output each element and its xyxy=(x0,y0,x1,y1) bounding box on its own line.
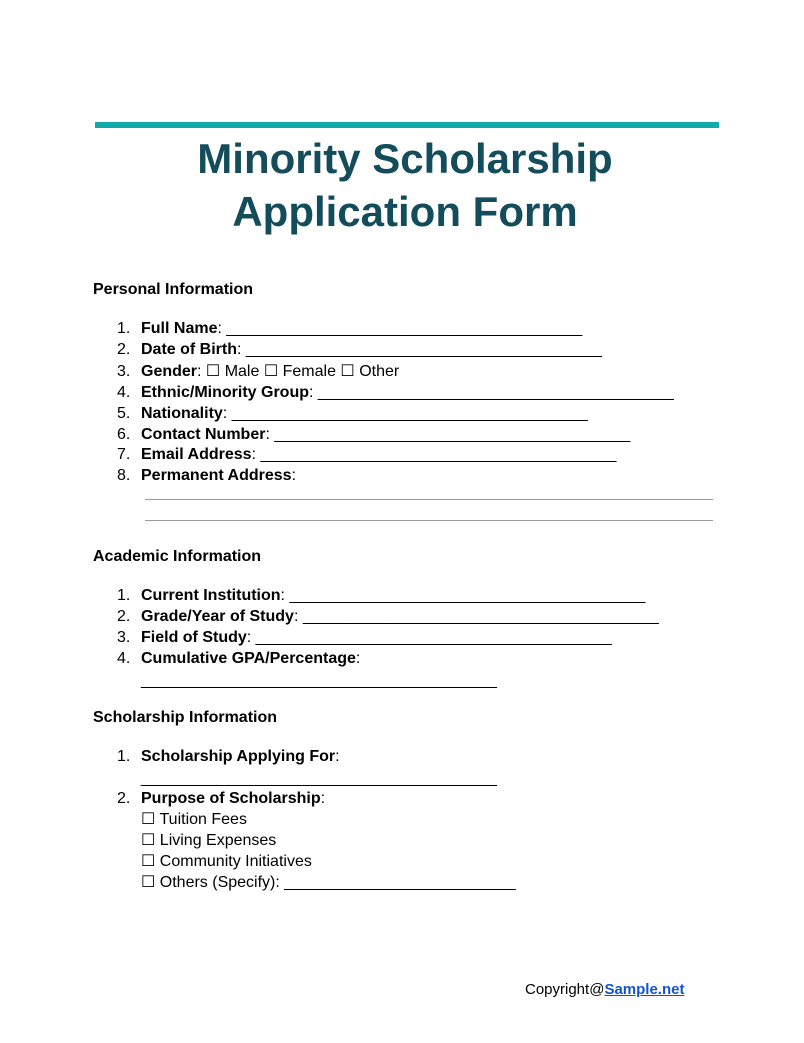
grade-year-blank[interactable]: ________________________________________ xyxy=(302,608,659,625)
grade-year-item xyxy=(117,606,659,627)
separator: : xyxy=(237,341,246,358)
separator: : xyxy=(355,650,361,667)
current-institution-label: Current Institution xyxy=(141,587,281,604)
nationality-blank[interactable]: ________________________________________ xyxy=(231,405,588,422)
page-title-line-2: Application Form xyxy=(232,188,578,235)
separator: : xyxy=(251,446,261,463)
copyright-prefix: Copyright@ xyxy=(525,981,605,998)
ethnic-group-item xyxy=(117,382,674,403)
sample-net-link[interactable]: Sample.net xyxy=(604,981,685,998)
item-number: 2. xyxy=(117,790,131,807)
gender-options[interactable]: ☐ Male ☐ Female ☐ Other xyxy=(205,363,400,380)
purpose-others-blank[interactable]: __________________________ xyxy=(284,874,516,891)
gender-item xyxy=(117,361,399,382)
item-number: 1. xyxy=(117,748,131,765)
page-title-line-1: Minority Scholarship xyxy=(197,135,613,182)
purpose-community-checkbox[interactable]: ☐ Community Initiatives xyxy=(141,853,312,870)
email-address-item xyxy=(117,444,616,465)
ethnic-group-blank[interactable]: ________________________________________ xyxy=(317,384,674,401)
separator: : xyxy=(280,587,290,604)
scholarship-applying-item xyxy=(117,746,340,767)
title-accent-bar xyxy=(95,122,719,128)
item-number: 1. xyxy=(117,587,131,604)
purpose-item xyxy=(117,788,325,809)
separator: : xyxy=(293,608,303,625)
gpa-label: Cumulative GPA/Percentage xyxy=(141,650,356,667)
item-number: 5. xyxy=(117,405,131,422)
academic-info-heading: Academic Information xyxy=(93,548,262,565)
field-of-study-label: Field of Study xyxy=(141,629,247,646)
current-institution-blank[interactable]: ________________________________________ xyxy=(289,587,646,604)
permanent-address-item xyxy=(117,465,296,486)
contact-number-item xyxy=(117,424,630,445)
nationality-label: Nationality xyxy=(141,405,223,422)
address-line-1[interactable] xyxy=(145,499,713,500)
personal-info-heading: Personal Information xyxy=(93,281,254,298)
item-number: 4. xyxy=(117,384,131,401)
item-number: 3. xyxy=(117,363,131,380)
gender-label: Gender xyxy=(141,363,198,380)
separator: : xyxy=(222,405,232,422)
gpa-blank[interactable]: ________________________________________ xyxy=(141,672,497,689)
separator: : xyxy=(217,320,227,337)
contact-number-blank[interactable]: ________________________________________ xyxy=(274,426,631,443)
page-title xyxy=(95,132,715,238)
separator: : xyxy=(335,748,340,765)
separator: : xyxy=(265,426,275,443)
separator: : xyxy=(320,790,326,807)
item-number: 4. xyxy=(117,650,131,667)
copyright-footer xyxy=(525,981,684,998)
item-number: 2. xyxy=(117,341,131,358)
purpose-others-item xyxy=(141,872,516,893)
gpa-item xyxy=(117,648,360,669)
purpose-others-checkbox[interactable]: ☐ Others (Specify): xyxy=(141,874,285,891)
email-address-label: Email Address xyxy=(141,446,252,463)
ethnic-group-label: Ethnic/Minority Group xyxy=(141,384,309,401)
grade-year-label: Grade/Year of Study xyxy=(141,608,294,625)
separator: : xyxy=(291,467,297,484)
contact-number-label: Contact Number xyxy=(141,426,266,443)
date-of-birth-label: Date of Birth xyxy=(141,341,237,358)
full-name-label: Full Name xyxy=(141,320,218,337)
separator: : xyxy=(246,629,256,646)
nationality-item xyxy=(117,403,588,424)
field-of-study-item xyxy=(117,627,612,648)
item-number: 6. xyxy=(117,426,131,443)
item-number: 8. xyxy=(117,467,131,484)
purpose-living-checkbox[interactable]: ☐ Living Expenses xyxy=(141,832,277,849)
date-of-birth-blank[interactable]: ________________________________________ xyxy=(245,341,602,358)
scholarship-applying-blank[interactable]: ________________________________________ xyxy=(141,770,497,787)
full-name-blank[interactable]: ________________________________________ xyxy=(226,320,583,337)
email-address-blank[interactable]: ________________________________________ xyxy=(260,446,617,463)
purpose-label: Purpose of Scholarship xyxy=(141,790,321,807)
scholarship-applying-label: Scholarship Applying For xyxy=(141,748,336,765)
full-name-item xyxy=(117,318,582,339)
item-number: 1. xyxy=(117,320,131,337)
item-number: 3. xyxy=(117,629,131,646)
address-line-2[interactable] xyxy=(145,520,713,521)
date-of-birth-item xyxy=(117,339,602,360)
permanent-address-label: Permanent Address xyxy=(141,467,292,484)
scholarship-info-heading: Scholarship Information xyxy=(93,709,278,726)
purpose-tuition-checkbox[interactable]: ☐ Tuition Fees xyxy=(141,811,247,828)
field-of-study-blank[interactable]: ________________________________________ xyxy=(255,629,612,646)
current-institution-item xyxy=(117,585,645,606)
separator: : xyxy=(309,384,318,401)
separator: : xyxy=(197,363,206,380)
item-number: 2. xyxy=(117,608,131,625)
item-number: 7. xyxy=(117,446,131,463)
